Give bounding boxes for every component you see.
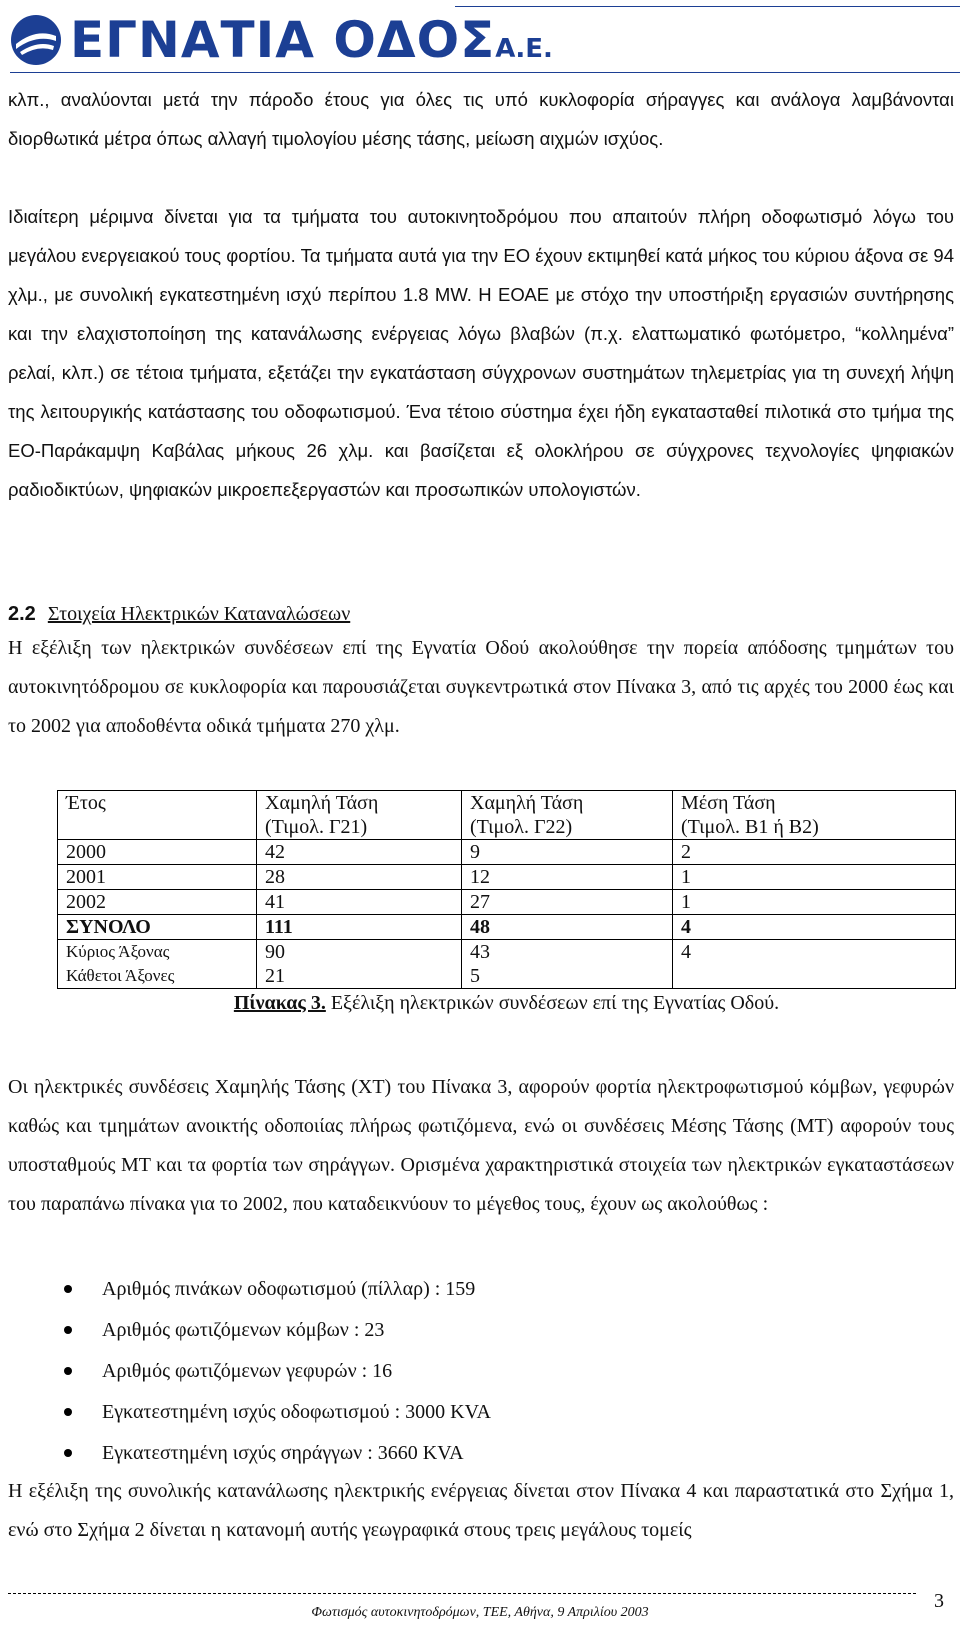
bullet-icon: [64, 1285, 72, 1293]
bullet-icon: [64, 1326, 72, 1334]
table-cell: 9: [462, 840, 673, 865]
table-cell: 2002: [58, 890, 257, 915]
list-item: Εγκατεστημένη ισχύς οδοφωτισμού : 3000 KVA: [0, 1392, 960, 1433]
table-cell: 1: [673, 865, 956, 890]
logo-main-text: ΕΓΝΑΤΙΑ ΟΔΟΣ: [70, 11, 496, 69]
table-cell: 41: [257, 890, 462, 915]
list-item: Αριθμός φωτιζόμενων κόμβων : 23: [0, 1310, 960, 1351]
footer-text: Φωτισμός αυτοκινητοδρόμων, ΤΕΕ, Αθήνα, 9 Απριλίου 2003: [311, 1605, 649, 1620]
table-cell: 48: [462, 915, 673, 940]
bullet-icon: [64, 1449, 72, 1457]
table-cell: 2: [673, 840, 956, 865]
table-cell: 2001: [58, 865, 257, 890]
table-cell: 27: [462, 890, 673, 915]
table-cell: Κύριος Άξονας Κάθετοι Άξονες: [58, 940, 257, 989]
bullet-icon: [64, 1408, 72, 1416]
table-header-cell: Χαμηλή Τάση (Τιμολ. Γ22): [462, 791, 673, 840]
table-header-cell: Χαμηλή Τάση (Τιμολ. Γ21): [257, 791, 462, 840]
table-header-cell: Έτος: [58, 791, 257, 840]
table-cell: 42: [257, 840, 462, 865]
table-cell: 12: [462, 865, 673, 890]
list-item: Αριθμός φωτιζόμενων γεφυρών : 16: [0, 1351, 960, 1392]
table-cell: 4: [673, 915, 956, 940]
section-number: 2.2: [8, 603, 36, 625]
table-cell: 4: [673, 940, 956, 989]
connections-table: [57, 790, 956, 1015]
table-cell: 111: [257, 915, 462, 940]
footer-rule: [8, 1593, 916, 1594]
table-header-cell: Μέση Τάση (Τιμολ. Β1 ή Β2): [673, 791, 956, 840]
section-title: Στοιχεία Ηλεκτρικών Καταναλώσεων: [47, 603, 351, 625]
table-cell: 43 5: [462, 940, 673, 989]
table-header-row: [58, 791, 956, 840]
table-cell: ΣΥΝΟΛΟ: [58, 915, 257, 940]
characteristics-list: [0, 1269, 960, 1474]
table-caption-text: Εξέλιξη ηλεκτρικών συνδέσεων επί της Εγνατίας Οδού.: [330, 992, 780, 1014]
header-rule-bottom: [10, 72, 960, 73]
paragraph-characteristics: Οι ηλεκτρικές συνδέσεις Χαμηλής Τάσης (ΧΤ) του Πίνακα 3, αφορούν φορτία ηλεκτροφωτισμού κόμβων, γεφυρών καθώς και τμημάτων ανοικτής οδοποιίας πλήρως φωτιζόμενα, ενώ οι συνδέσεις Μέσης Τάσης (ΜΤ) αφορούν τους υποσταθμούς ΜΤ και τα φορτία των σηράγγων. Ορισμένα χαρακτηριστικά στοιχεία των ηλεκτρικών εγκαταστάσεων του παραπάνω πίνακα για το 2002, που καταδεικνύουν το μέγεθος τους, έχουν ως ακολούθως :: [8, 1076, 954, 1215]
logo-suffix-text: Α.Ε.: [495, 34, 553, 64]
table-split-row: [58, 940, 956, 989]
table-row: [58, 865, 956, 890]
list-item: Αριθμός πινάκων οδοφωτισμού (πίλλαρ) : 159: [0, 1269, 960, 1310]
header-rule-top: [455, 6, 960, 7]
table-caption-label: Πίνακας 3.: [233, 992, 326, 1014]
table-row: [58, 840, 956, 865]
paragraph-connections: Η εξέλιξη των ηλεκτρικών συνδέσεων επί της Εγνατία Οδού ακολούθησε την πορεία απόδοσης τμημάτων του αυτοκινητόδρομου σε κυκλοφορία και παρουσιάζεται συγκεντρωτικά στον Πίνακα 3, από τις αρχές του 2000 έως και το 2002 για αποδοθέντα οδικά τμήματα 270 χλμ.: [8, 637, 954, 737]
logo-emblem-icon: [10, 14, 62, 66]
section-heading: [8, 600, 350, 628]
table-cell: 90 21: [257, 940, 462, 989]
table-total-row: [58, 915, 956, 940]
logo-wordmark: [70, 10, 553, 79]
table-cell: 28: [257, 865, 462, 890]
table-cell: 2000: [58, 840, 257, 865]
table-row: [58, 890, 956, 915]
page-header: [0, 0, 960, 80]
paragraph-lighting: Ιδιαίτερη μέριμνα δίνεται για τα τμήματα του αυτοκινητοδρόμου που απαιτούν πλήρη οδοφωτισμό λόγω του μεγάλου ενεργειακού τους φορτίου. Τα τμήματα αυτά για την ΕΟ έχουν εκτιμηθεί κατά μήκος του κύριου άξονα σε 94 χλμ., με συνολική εγκατεστημένη ισχύ περίπου 1.8 MW. Η ΕΟΑΕ με στόχο την υποστήριξη εργασιών συντήρησης και την ελαχιστοποίηση της κατανάλωσης ενέργειας λόγω βλαβών (π.χ. ελαττωματικό φωτόμετρο, “κολλημένα” ρελαί, κλπ.) σε τέτοια τμήματα, εξετάζει την εγκατάσταση σύγχρονων συστημάτων τηλεμετρίας για τη συνεχή λήψη της λειτουργικής κατάστασης του οδοφωτισμού. Ένα τέτοιο σύστημα έχει ήδη εγκατασταθεί πιλοτικά στο τμήμα της ΕΟ-Παράκαμψη Καβάλας μήκους 26 χλμ. και βασίζεται εξ ολοκλήρου σε σύγχρονες τεχνολογίες ψηφιακών ραδιοδικτύων, ψηφιακών μικροεπεξεργαστών και προσωπικών υπολογιστών.: [8, 206, 954, 500]
table-caption-row: [58, 989, 956, 1016]
page-number: 3: [934, 1590, 944, 1612]
bullet-icon: [64, 1367, 72, 1375]
paragraph-consumption: Η εξέλιξη της συνολικής κατανάλωσης ηλεκτρικής ενέργειας δίνεται στον Πίνακα 4 και παραστατικά στο Σχήμα 1, ενώ στο Σχήμα 2 δίνεται η κατανομή αυτής γεωγραφικά στους τρεις μεγάλους τομείς: [8, 1480, 954, 1541]
table-cell: 1: [673, 890, 956, 915]
paragraph-intro: κλπ., αναλύονται μετά την πάροδο έτους για όλες τις υπό κυκλοφορία σήραγγες και ανάλογα λαμβάνονται διορθωτικά μέτρα όπως αλλαγή τιμολογίου μέσης τάσης, μείωση αιχμών ισχύος.: [8, 89, 954, 149]
list-item: Εγκατεστημένη ισχύς σηράγγων : 3660 KVA: [0, 1433, 960, 1474]
table-caption: [58, 989, 956, 1016]
